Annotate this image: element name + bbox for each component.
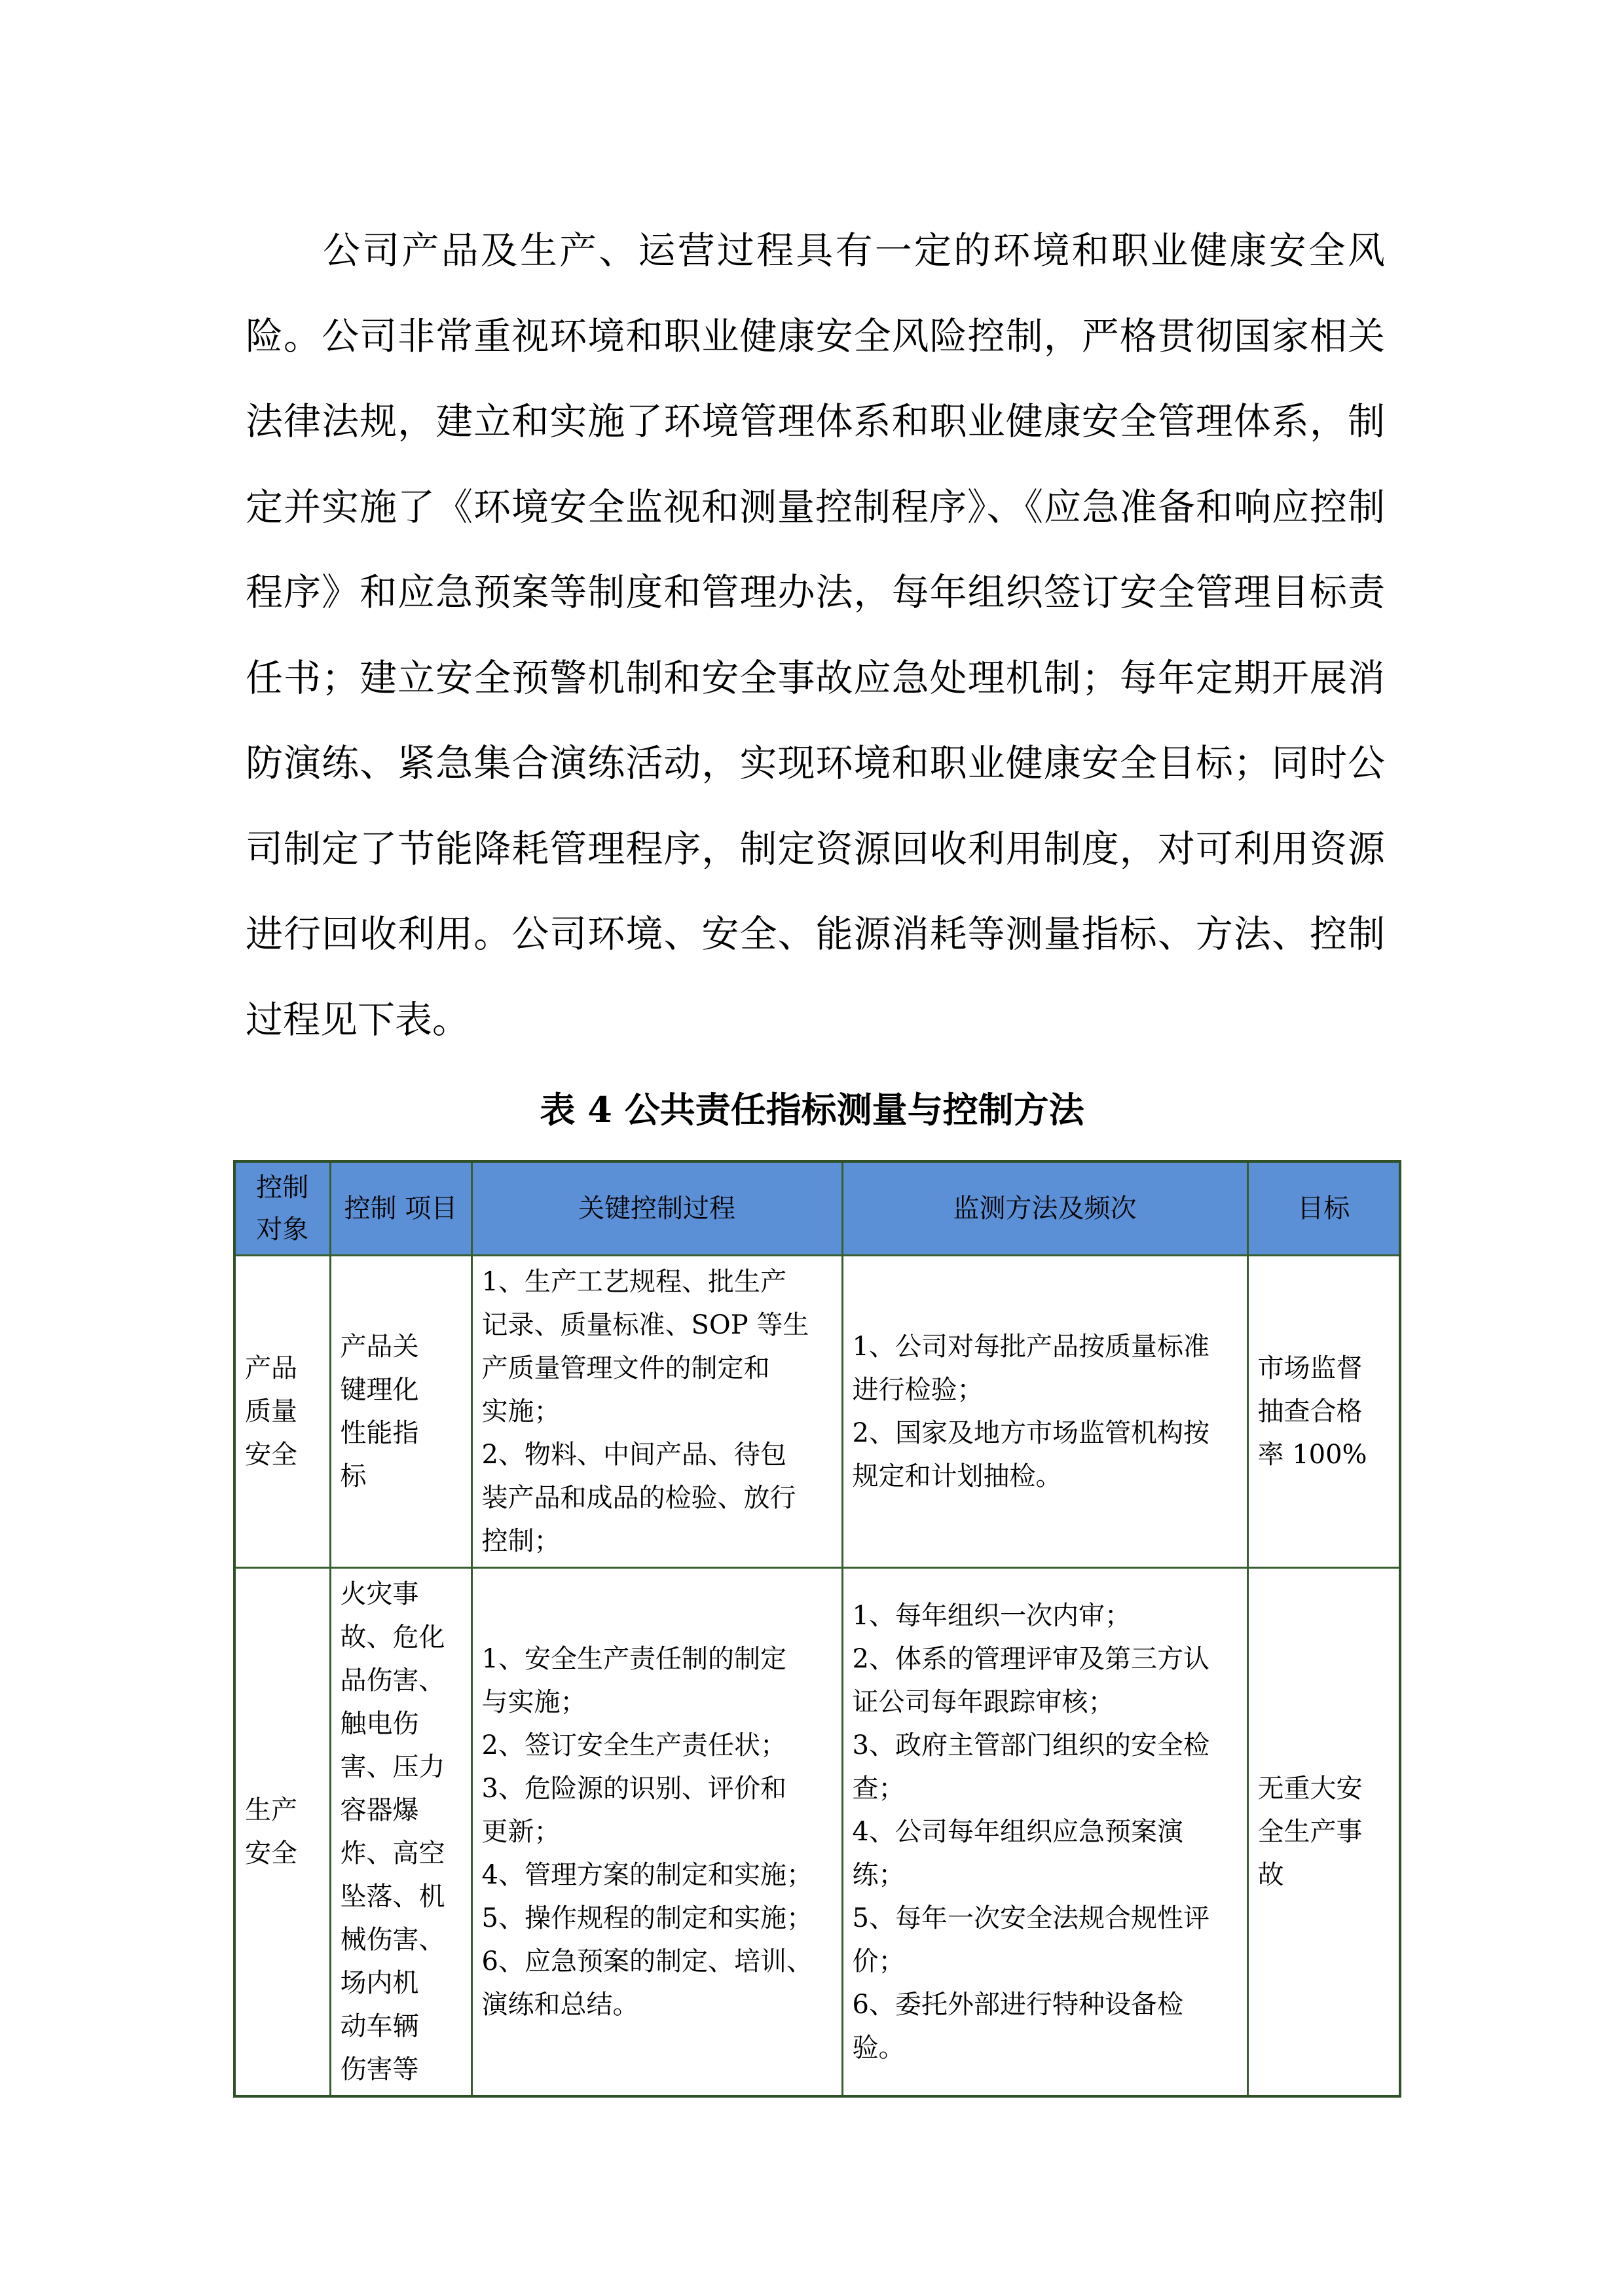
cell-line: 产品: [245, 1353, 297, 1383]
cell-line: 市场监督: [1257, 1353, 1363, 1383]
cell-line: 验。: [852, 2033, 905, 2063]
cell-line: 规定和计划抽检。: [852, 1461, 1062, 1491]
header-text: 项目: [405, 1194, 458, 1224]
cell-line: 安全: [245, 1440, 297, 1470]
cell-line: 查；: [852, 1774, 905, 1804]
header-text: 对象: [256, 1214, 309, 1245]
cell-line: 实施；: [481, 1396, 561, 1427]
cell-line: 进行检验；: [852, 1375, 984, 1405]
cell-line: 装产品和成品的检验、放行: [481, 1483, 796, 1513]
cell-line: 1、安全生产责任制的制定: [481, 1644, 786, 1674]
cell-line: 3、危险源的识别、评价和: [481, 1774, 786, 1804]
cell-line: 产品关: [340, 1332, 419, 1362]
cell-line: 械伤害、: [340, 1925, 445, 1955]
header-text: 控制: [344, 1194, 397, 1224]
paragraph-line: 司制定了节能降耗管理程序，制定资源回收利用制度，对可利用资源: [246, 827, 1385, 871]
cell-line: 控制；: [481, 1526, 561, 1556]
cell-line: 坠落、机: [340, 1882, 445, 1912]
cell-monitoring-method: [842, 1568, 1247, 2097]
header-control-object: [234, 1161, 330, 1256]
cell-line: 更新；: [481, 1817, 561, 1847]
cell-line: 1、生产工艺规程、批生产: [481, 1267, 786, 1297]
cell-line: 4、管理方案的制定和实施；: [481, 1860, 813, 1890]
cell-line: 2、物料、中间产品、待包: [481, 1440, 786, 1470]
cell-line: 质量: [245, 1396, 297, 1427]
paragraph-line: 险。公司非常重视环境和职业健康安全风险控制，严格贯彻国家相关: [246, 314, 1385, 358]
cell-target: [1247, 1568, 1400, 2097]
cell-line: 1、公司对每批产品按质量标准: [852, 1332, 1209, 1362]
cell-line: 证公司每年跟踪审核；: [852, 1687, 1115, 1717]
header-text: 控制: [256, 1173, 309, 1203]
cell-line: 1、每年组织一次内审；: [852, 1601, 1131, 1631]
cell-line: 标: [340, 1461, 367, 1491]
cell-line: 故: [1257, 1860, 1284, 1890]
cell-line: 安全: [245, 1838, 297, 1868]
cell-monitoring-method: [842, 1256, 1247, 1568]
header-monitoring-method: [842, 1161, 1247, 1256]
cell-line: 记录、质量标准、SOP 等生: [481, 1310, 809, 1340]
cell-line: 炸、高空: [340, 1838, 445, 1868]
cell-line: 性能指: [340, 1418, 419, 1448]
cell-line: 品伤害、: [340, 1666, 445, 1696]
cell-line: 2、签订安全生产责任状；: [481, 1730, 786, 1760]
cell-line: 产质量管理文件的制定和: [481, 1353, 770, 1383]
cell-line: 键理化: [340, 1375, 419, 1405]
paragraph-line: 公司产品及生产、运营过程具有一定的环境和职业健康安全风: [323, 229, 1385, 272]
cell-line: 6、应急预案的制定、培训、: [481, 1946, 813, 1977]
header-text: 目标: [1297, 1194, 1350, 1224]
cell-line: 价；: [852, 1946, 905, 1977]
cell-line: 伤害等: [340, 2054, 419, 2085]
header-control-item: [330, 1161, 471, 1256]
cell-line: 2、体系的管理评审及第三方认: [852, 1644, 1209, 1674]
table-row: [234, 1568, 1400, 2097]
cell-line: 与实施；: [481, 1687, 587, 1717]
cell-key-process: [471, 1568, 842, 2097]
paragraph-line: 定并实施了《环境安全监视和测量控制程序》、《应急准备和响应控制: [246, 485, 1385, 529]
control-methods-table: [233, 1160, 1401, 2098]
cell-line: 3、政府主管部门组织的安全检: [852, 1730, 1209, 1760]
header-text: 监测方法及频次: [953, 1194, 1137, 1224]
cell-line: 演练和总结。: [481, 1990, 639, 2020]
cell-line: 容器爆: [340, 1795, 419, 1825]
cell-line: 5、每年一次安全法规合规性评: [852, 1903, 1209, 1933]
cell-line: 全生产事: [1257, 1817, 1363, 1847]
cell-line: 故、危化: [340, 1622, 445, 1652]
cell-line: 无重大安: [1257, 1774, 1363, 1804]
cell-line: 害、压力: [340, 1752, 445, 1782]
header-target: [1247, 1161, 1400, 1256]
paragraph-line: 程序》和应急预案等制度和管理办法，每年组织签订安全管理目标责: [246, 571, 1385, 614]
cell-line: 6、委托外部进行特种设备检: [852, 1990, 1183, 2020]
table-caption: 表 4 公共责任指标测量与控制方法: [540, 1089, 1084, 1131]
cell-line: 场内机: [340, 1968, 419, 1998]
paragraph-line: 进行回收利用。公司环境、安全、能源消耗等测量指标、方法、控制: [246, 913, 1385, 956]
paragraph-line: 任书；建立安全预警机制和安全事故应急处理机制；每年定期开展消: [246, 656, 1385, 700]
cell-control-item: [330, 1568, 471, 2097]
paragraph-line: 过程见下表。: [246, 998, 470, 1042]
cell-line: 动车辆: [340, 2011, 419, 2041]
cell-target: [1247, 1256, 1400, 1568]
cell-line: 练；: [852, 1860, 905, 1890]
cell-line: 抽查合格: [1257, 1396, 1363, 1427]
cell-control-item: [330, 1256, 471, 1568]
cell-line: 生产: [245, 1795, 297, 1825]
cell-line: 2、国家及地方市场监管机构按: [852, 1418, 1209, 1448]
paragraph-line: 防演练、紧急集合演练活动，实现环境和职业健康安全目标；同时公: [246, 742, 1385, 785]
header-text: 关键控制过程: [578, 1194, 735, 1224]
cell-line: 触电伤: [340, 1709, 419, 1739]
header-key-process: [471, 1161, 842, 1256]
table-row: [234, 1256, 1400, 1568]
table-header-row: [234, 1161, 1400, 1256]
cell-line: 火灾事: [340, 1579, 419, 1609]
paragraph-line: 法律法规，建立和实施了环境管理体系和职业健康安全管理体系，制: [246, 400, 1385, 443]
cell-line: 率 100%: [1257, 1440, 1367, 1470]
cell-line: 4、公司每年组织应急预案演: [852, 1817, 1183, 1847]
cell-control-object: [234, 1256, 330, 1568]
body-paragraph: [246, 208, 1385, 1063]
cell-line: 5、操作规程的制定和实施；: [481, 1903, 813, 1933]
cell-control-object: [234, 1568, 330, 2097]
cell-key-process: [471, 1256, 842, 1568]
